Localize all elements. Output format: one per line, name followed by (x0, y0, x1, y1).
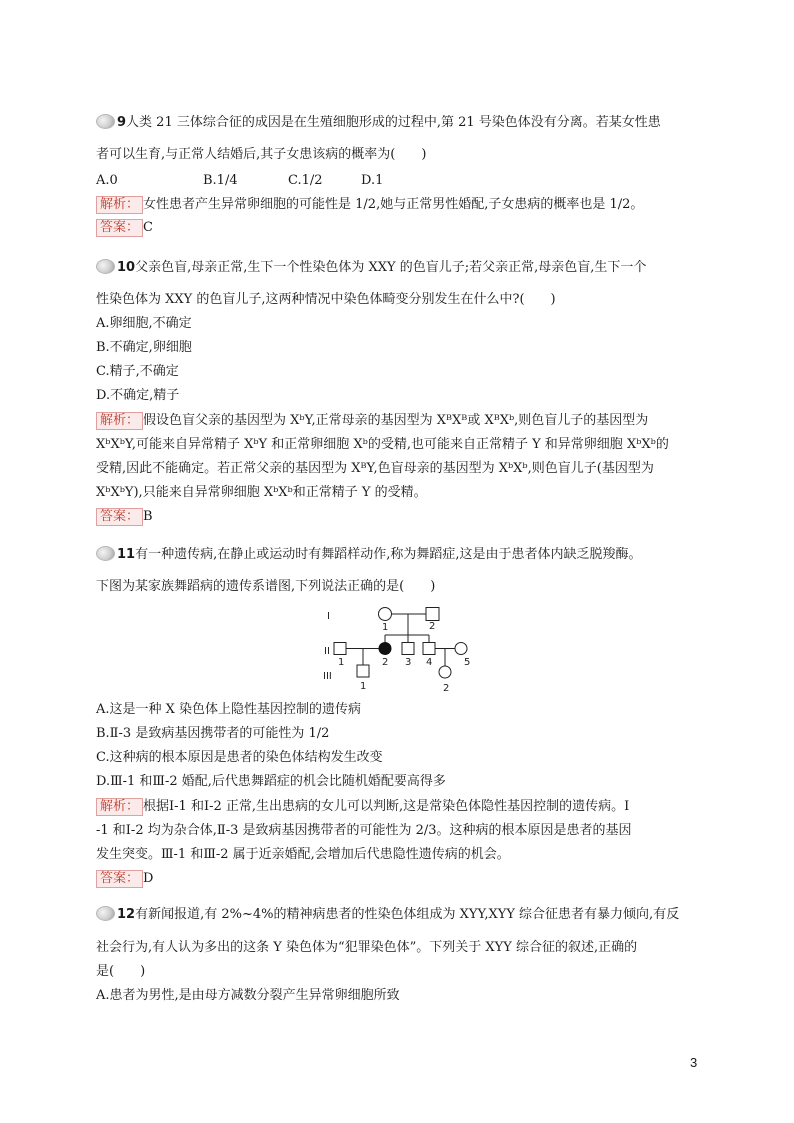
option-a: A.这是一种 X 染色体上隐性基因控制的遗传病 (96, 702, 362, 717)
question-12-line3: 是( ) (96, 964, 146, 979)
answer-value: C (143, 220, 153, 235)
generation-label: II (324, 646, 330, 657)
question-number: 12 (117, 907, 136, 922)
analysis-line: 发生突变。Ⅲ-1 和Ⅲ-2 属于近亲婚配,会增加后代患隐性遗传病的机会。 (96, 847, 510, 862)
analysis-line: -1 和Ⅰ-2 均为杂合体,Ⅱ-3 是致病基因携带者的可能性为 2/3。这种病的根本原因是患者的基因 (96, 823, 632, 838)
analysis-label: 解析： (96, 196, 143, 214)
individual-number: 1 (382, 622, 389, 633)
generation-label: III (323, 671, 332, 682)
analysis-line: 受精,因此不能确定。若正常父亲的基因型为 XᴮY,色盲母亲的基因型为 XᵇXᵇ,则色盲儿子(基因型为 (96, 461, 654, 476)
option-a: A.患者为男性,是由母方减数分裂产生异常卵细胞所致 (96, 988, 400, 1003)
individual-number: 3 (405, 657, 412, 668)
answer-value: D (143, 871, 154, 886)
option-b: B.1/4 (203, 173, 238, 188)
question-12-line1: 12有新闻报道,有 2%~4%的精神病患者的性染色体组成为 XYY,XYY 综合征患者有暴力倾向,有反 (117, 907, 680, 922)
option-a: A.卵细胞,不确定 (96, 316, 192, 331)
question-9-options (96, 171, 383, 191)
question-9-answer (96, 218, 153, 238)
gen3-male-unaffected (357, 665, 369, 677)
question-bullet-icon (96, 546, 115, 561)
individual-number: 4 (426, 657, 433, 668)
individual-number: 2 (429, 621, 436, 632)
analysis-line: XᵇXᵇY),只能来自异常卵细胞 XᵇXᵇ和正常精子 Y 的受精。 (96, 485, 427, 500)
gen3-female-unaffected (439, 666, 451, 678)
question-11-line2: 下图为某家族舞蹈病的遗传系谱图,下列说法正确的是( ) (96, 579, 436, 594)
option-a: A.0 (96, 173, 118, 188)
gen1-female-unaffected (379, 608, 392, 621)
answer-label: 答案： (96, 219, 143, 237)
question-10-answer (96, 507, 153, 527)
gen2-female-affected (379, 643, 391, 655)
gen2-male-unaffected (423, 643, 435, 655)
option-c: C.这种病的根本原因是患者的染色体结构发生改变 (96, 750, 383, 765)
question-9-analysis: 解析： 女性患者产生异常卵细胞的可能性是 1/2,她与正常男性婚配,子女患病的概率也是 1/2。 (96, 195, 643, 215)
gen2-male-unaffected (402, 643, 414, 655)
gen2-female-unaffected (455, 643, 467, 655)
question-number: 9 (117, 115, 127, 130)
option-b: B.不确定,卵细胞 (96, 340, 192, 355)
question-bullet-icon (96, 114, 115, 129)
individual-number: 2 (443, 683, 450, 694)
question-11-analysis: 解析： 根据Ⅰ-1 和Ⅰ-2 正常,生出患病的女儿可以判断,这是常染色体隐性基因控制的遗传病。Ⅰ (96, 797, 629, 817)
question-10-analysis: 解析： 假设色盲父亲的基因型为 XᵇY,正常母亲的基因型为 XᴮXᴮ或 XᴮXᵇ,则色盲儿子的基因型为 (96, 411, 648, 431)
generation-label: I (327, 611, 330, 622)
page-number: 3 (690, 1055, 698, 1070)
option-d: D.不确定,精子 (96, 388, 180, 403)
option-d: D.1 (361, 173, 384, 188)
question-10-line2: 性染色体为 XXY 的色盲儿子,这两种情况中染色体畸变分别发生在什么中?( ) (96, 292, 556, 307)
option-c: C.1/2 (288, 173, 323, 188)
question-bullet-icon (96, 259, 115, 274)
question-9-line2: 者可以生育,与正常人结婚后,其子女患该病的概率为( ) (96, 147, 427, 162)
question-11-answer (96, 869, 153, 889)
gen2-male-unaffected (334, 643, 346, 655)
answer-label: 答案： (96, 508, 143, 526)
individual-number: 5 (464, 657, 471, 668)
question-9-line1: 9人类 21 三体综合征的成因是在生殖细胞形成的过程中,第 21 号染色体没有分离。若某女性患 (117, 115, 661, 130)
gen1-male-unaffected (426, 608, 439, 621)
analysis-label: 解析： (96, 798, 143, 816)
question-11-line1: 11有一种遗传病,在静止或运动时有舞蹈样动作,称为舞蹈症,这是由于患者体内缺乏脱羧酶。 (117, 547, 642, 562)
option-b: B.Ⅱ-3 是致病基因携带者的可能性为 1/2 (96, 726, 330, 741)
question-number: 11 (117, 547, 136, 562)
question-10-line1: 10父亲色盲,母亲正常,生下一个性染色体为 XXY 的色盲儿子;若父亲正常,母亲色盲,生下一个 (117, 260, 647, 275)
individual-number: 1 (338, 657, 345, 668)
answer-value: B (143, 509, 153, 524)
individual-number: 1 (360, 681, 367, 692)
question-bullet-icon (96, 906, 115, 921)
analysis-line: XᵇXᵇY,可能来自异常精子 XᵇY 和正常卵细胞 Xᵇ的受精,也可能来自正常精子 Y 和异常卵细胞 XᵇXᵇ的 (96, 437, 669, 452)
question-12-line2: 社会行为,有人认为多出的这条 Y 染色体为“犯罪染色体”。下列关于 XYY 综合征的叙述,正确的 (96, 940, 638, 955)
question-number: 10 (117, 260, 136, 275)
answer-label: 答案： (96, 870, 143, 888)
individual-number: 2 (382, 657, 389, 668)
pedigree-diagram (318, 602, 488, 694)
option-c: C.精子,不确定 (96, 364, 179, 379)
analysis-label: 解析： (96, 412, 143, 430)
option-d: D.Ⅲ-1 和Ⅲ-2 婚配,后代患舞蹈症的机会比随机婚配要高得多 (96, 774, 446, 789)
